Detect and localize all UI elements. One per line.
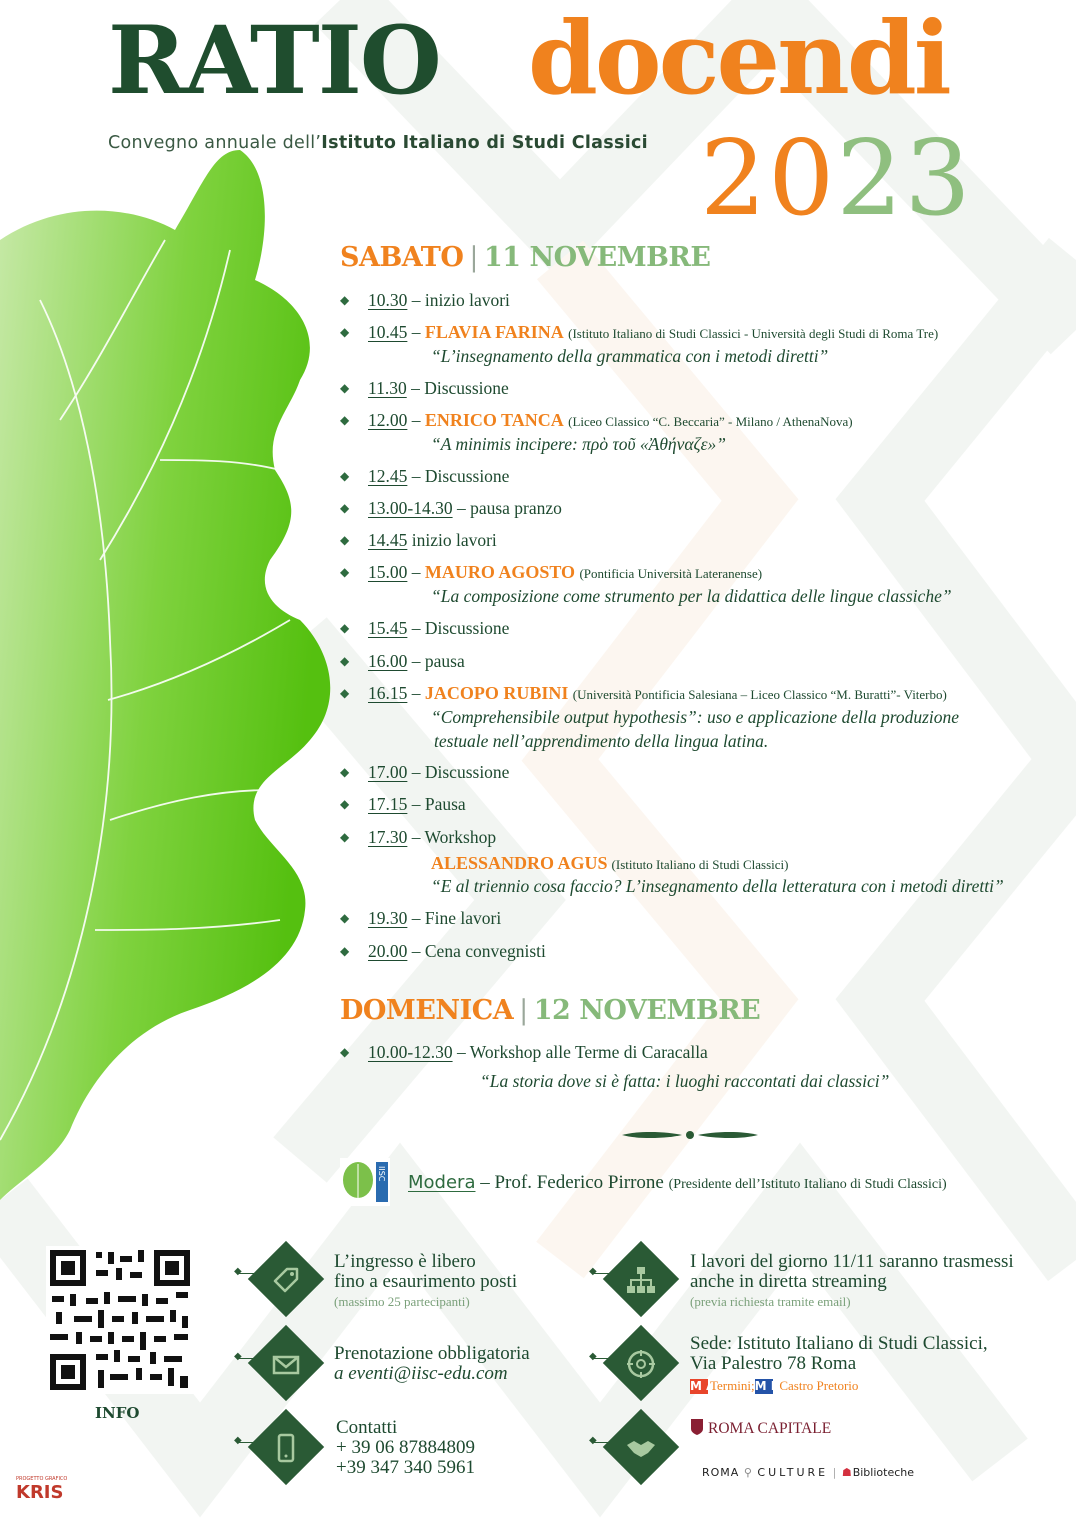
list-item: ◆ 19.30 – Fine lavori bbox=[340, 908, 502, 928]
handshake-icon bbox=[603, 1410, 679, 1486]
list-item: ◆ 10.45 – FLAVIA FARINA (Istituto Italiano di Studi Classici - Università degli Studi di Roma Tre) bbox=[340, 322, 939, 342]
title-docendi: docendi bbox=[528, 0, 949, 117]
list-item: ◆ 11.30 – Discussione bbox=[340, 378, 509, 398]
envelope-icon bbox=[248, 1326, 324, 1402]
title-ratio: RATIO bbox=[108, 6, 440, 116]
list-item: ◆ 10.30 – inizio lavori bbox=[340, 290, 510, 310]
talk-title-line2: testuale nell’apprendimento della lingua latina. bbox=[434, 731, 769, 751]
talk-title: “L’insegnamento della grammatica con i metodi diretti” bbox=[431, 346, 829, 366]
subtitle: Convegno annuale dell’Istituto Italiano di Studi Classici bbox=[108, 133, 648, 153]
day2-heading: DOMENICA | 12 NOVEMBRE bbox=[340, 995, 761, 1026]
list-item: ◆ 15.45 – Discussione bbox=[340, 618, 510, 638]
list-item: ◆ 16.15 – JACOPO RUBINI (Università Pontificia Salesiana – Liceo Classico “M. Buratti”- Viterbo) bbox=[340, 683, 947, 703]
booking-info: Prenotazione obbligatoria a eventi@iisc-edu.com bbox=[334, 1343, 530, 1384]
workshop-speaker: ALESSANDRO AGUS (Istituto Italiano di Studi Classici) bbox=[431, 853, 789, 873]
list-item: ◆ 12.45 – Discussione bbox=[340, 466, 510, 486]
contacts-info: Contatti + 39 06 87884809 +39 347 340 5961 bbox=[336, 1417, 475, 1478]
credit-logo: PROGETTO GRAFICO KRIS bbox=[16, 1476, 68, 1503]
list-item: ◆ 15.00 – MAURO AGOSTO (Pontificia Università Lateranense) bbox=[340, 562, 763, 582]
year: 2023 bbox=[700, 117, 973, 239]
compass-icon bbox=[603, 1326, 679, 1402]
moderator: Modera – Prof. Federico Pirrone (Presidente dell’Istituto Italiano di Studi Classici) bbox=[408, 1172, 947, 1193]
talk-title: “A minimis incipere: πρὸ τοῦ «Ἀθήναζε»” bbox=[431, 434, 727, 454]
list-item: ◆ 14.45 inizio lavori bbox=[340, 530, 497, 550]
day1-heading: SABATO | 11 NOVEMBRE bbox=[340, 242, 711, 273]
metro-a-badge: M A bbox=[690, 1379, 716, 1393]
list-item: ◆ 13.00-14.30 – pausa pranzo bbox=[340, 498, 562, 518]
roma-culture-logo: ROMA ⚲ CULTURE | ☗Biblioteche bbox=[702, 1466, 914, 1479]
tag-icon bbox=[248, 1242, 324, 1318]
qr-code[interactable] bbox=[46, 1246, 194, 1394]
venue-info: Sede: Istituto Italiano di Studi Classici, Via Palestro 78 Roma M ATermini;M B Castro Pretorio bbox=[690, 1333, 988, 1393]
list-item: ◆ 17.30 – Workshop bbox=[340, 827, 497, 847]
streaming-info: I lavori del giorno 11/11 saranno trasmessi anche in diretta streaming (previa richiesta tramite email) bbox=[690, 1251, 1014, 1309]
oak-leaf bbox=[0, 150, 330, 1200]
email-link[interactable]: a eventi@iisc-edu.com bbox=[334, 1363, 508, 1384]
talk-title: “La composizione come strumento per la didattica delle lingue classiche” bbox=[431, 586, 952, 606]
list-item: ◆ 17.00 – Discussione bbox=[340, 762, 510, 782]
list-item: ◆ 20.00 – Cena convegnisti bbox=[340, 941, 546, 961]
network-icon bbox=[603, 1242, 679, 1318]
talk-title: “E al triennio cosa faccio? L’insegnamento della letteratura con i metodi diretti” bbox=[431, 876, 1004, 896]
talk-title: “Comprehensibile output hypothesis”: uso e applicazione della produzione bbox=[431, 707, 960, 727]
metro-b-badge: M B bbox=[754, 1379, 780, 1393]
list-item: ◆ 16.00 – pausa bbox=[340, 651, 465, 671]
list-item: ◆ 12.00 – ENRICO TANCA (Liceo Classico “C. Beccaria” - Milano / AthenaNova) bbox=[340, 410, 853, 430]
list-item: ◆ 17.15 – Pausa bbox=[340, 794, 466, 814]
roma-capitale-logo: ROMA CAPITALE bbox=[690, 1418, 831, 1438]
talk-title: “La storia dove si è fatta: i luoghi raccontati dai classici” bbox=[480, 1071, 890, 1091]
entry-info: L’ingresso è libero fino a esaurimento posti (massimo 25 partecipanti) bbox=[334, 1251, 518, 1309]
info-label: INFO bbox=[95, 1404, 140, 1422]
ornament-divider bbox=[620, 1126, 760, 1144]
phone-icon bbox=[248, 1410, 324, 1486]
iisc-logo: IISC bbox=[340, 1158, 390, 1206]
list-item: ◆ 10.00-12.30 – Workshop alle Terme di Caracalla bbox=[340, 1042, 708, 1062]
